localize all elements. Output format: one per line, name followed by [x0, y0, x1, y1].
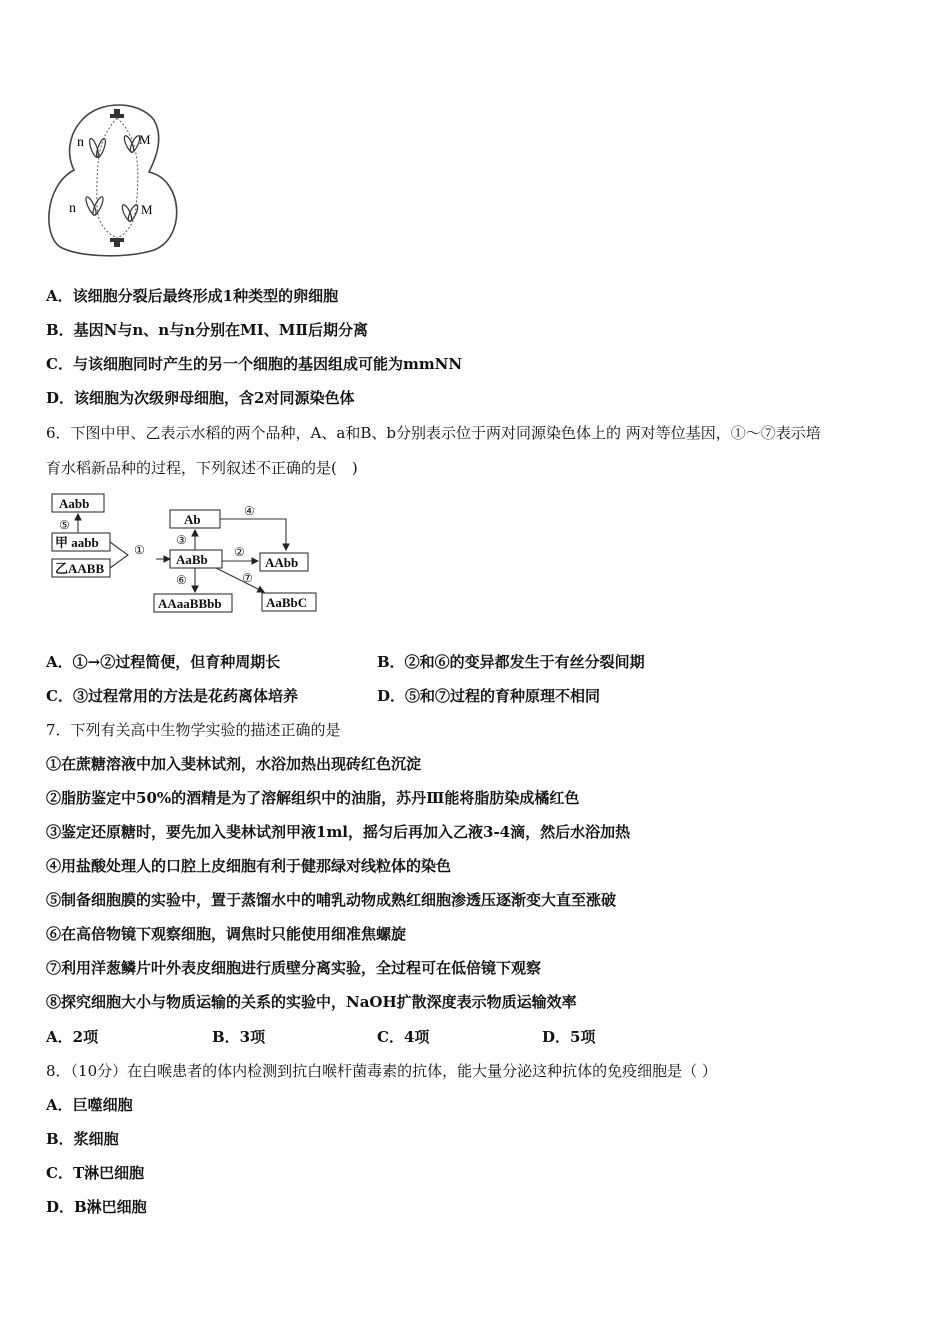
label-M-top: M [139, 132, 151, 147]
centriole-bottom [110, 238, 124, 247]
cell-outline [49, 105, 177, 256]
q7-stem: 7．下列有关高中生物学实验的描述正确的是 [46, 721, 341, 739]
q7-option-c: C．4项 [377, 1028, 430, 1046]
q8-option-b: B．浆细胞 [46, 1130, 119, 1148]
q6-option-c: C．③过程常用的方法是花药离体培养 [46, 687, 298, 705]
label-AAaaBBbb: AAaaBBbb [158, 596, 222, 611]
step-4-label: ④ [244, 504, 255, 518]
q5-option-a: A．该细胞分裂后最终形成1种类型的卵细胞 [46, 287, 339, 305]
q6-option-d: D．⑤和⑦过程的育种原理不相同 [377, 687, 601, 705]
breeding-diagram [46, 490, 326, 620]
label-M-bottom: M [141, 202, 153, 217]
q7-item-1: ①在蔗糖溶液中加入斐林试剂，水浴加热出现砖红色沉淀 [46, 755, 422, 773]
q8-stem: 8．（10分）在白喉患者的体内检测到抗白喉杆菌毒素的抗体，能大量分泌这种抗体的免疫细胞是（ ） [46, 1062, 717, 1080]
step-3-label: ③ [176, 533, 187, 547]
label-n-top: n [77, 135, 84, 150]
step-7-label: ⑦ [242, 571, 253, 585]
q7-item-8: ⑧探究细胞大小与物质运输的关系的实验中，NaOH扩散深度表示物质运输效率 [46, 993, 577, 1011]
centriole-top [110, 109, 124, 118]
q5-option-b: B．基因N与n、n与n分别在MⅠ、MⅡ后期分离 [46, 321, 368, 339]
label-yi: 乙AABB [55, 561, 105, 576]
label-AaBb: AaBb [176, 552, 208, 567]
q7-item-7: ⑦利用洋葱鳞片叶外表皮细胞进行质壁分离实验，全过程可在低倍镜下观察 [46, 959, 542, 977]
q8-option-c: C．T淋巴细胞 [46, 1164, 145, 1182]
q8-option-a: A．巨噬细胞 [46, 1096, 133, 1114]
cell-division-figure [44, 98, 194, 258]
q7-option-b: B．3项 [212, 1028, 266, 1046]
step-1-label: ① [134, 543, 145, 557]
q7-item-2: ②脂肪鉴定中50%的酒精是为了溶解组织中的油脂，苏丹Ⅲ能将脂肪染成橘红色 [46, 789, 580, 807]
q6-stem-line2: 育水稻新品种的过程，下列叙述不正确的是( ) [46, 459, 358, 477]
label-AAbb: AAbb [265, 555, 299, 570]
q8-option-d: D．B淋巴细胞 [46, 1198, 147, 1216]
q7-option-d: D．5项 [542, 1028, 596, 1046]
step-6-label: ⑥ [176, 573, 187, 587]
q7-item-3: ③鉴定还原糖时，要先加入斐林试剂甲液1ml，摇匀后再加入乙液3-4滴，然后水浴加热 [46, 823, 631, 841]
step-2-label: ② [234, 545, 245, 559]
label-n-bottom: n [69, 201, 76, 216]
q6-option-b: B．②和⑥的变异都发生于有丝分裂间期 [377, 653, 645, 671]
q5-option-d: D．该细胞为次级卵母细胞，含2对同源染色体 [46, 389, 355, 407]
q6-option-a: A．①→②过程简便，但育种周期长 [46, 653, 281, 671]
step-5-label: ⑤ [59, 518, 70, 532]
q5-option-c: C．与该细胞同时产生的另一个细胞的基因组成可能为mmNN [46, 355, 463, 373]
label-Ab: Ab [184, 512, 201, 527]
chromosome-n-top [88, 138, 107, 159]
label-jia: 甲 aabb [55, 535, 99, 550]
q7-option-a: A．2项 [46, 1028, 99, 1046]
label-AaBbC: AaBbC [266, 595, 308, 610]
label-aabb-top: Aabb [59, 496, 90, 511]
chromosome-n-bottom [84, 196, 105, 217]
q6-stem-line1: 6．下图中甲、乙表示水稻的两个品种，A、a和B、b分别表示位于两对同源染色体上的 两对等位基因，①～⑦表示培 [46, 424, 821, 442]
q7-item-4: ④用盐酸处理人的口腔上皮细胞有利于健那绿对线粒体的染色 [46, 857, 452, 875]
chromosome-M-bottom [120, 204, 139, 223]
q7-item-6: ⑥在高倍物镜下观察细胞，调焦时只能使用细准焦螺旋 [46, 925, 407, 943]
q7-item-5: ⑤制备细胞膜的实验中，置于蒸馏水中的哺乳动物成熟红细胞渗透压逐渐变大直至涨破 [46, 891, 617, 909]
